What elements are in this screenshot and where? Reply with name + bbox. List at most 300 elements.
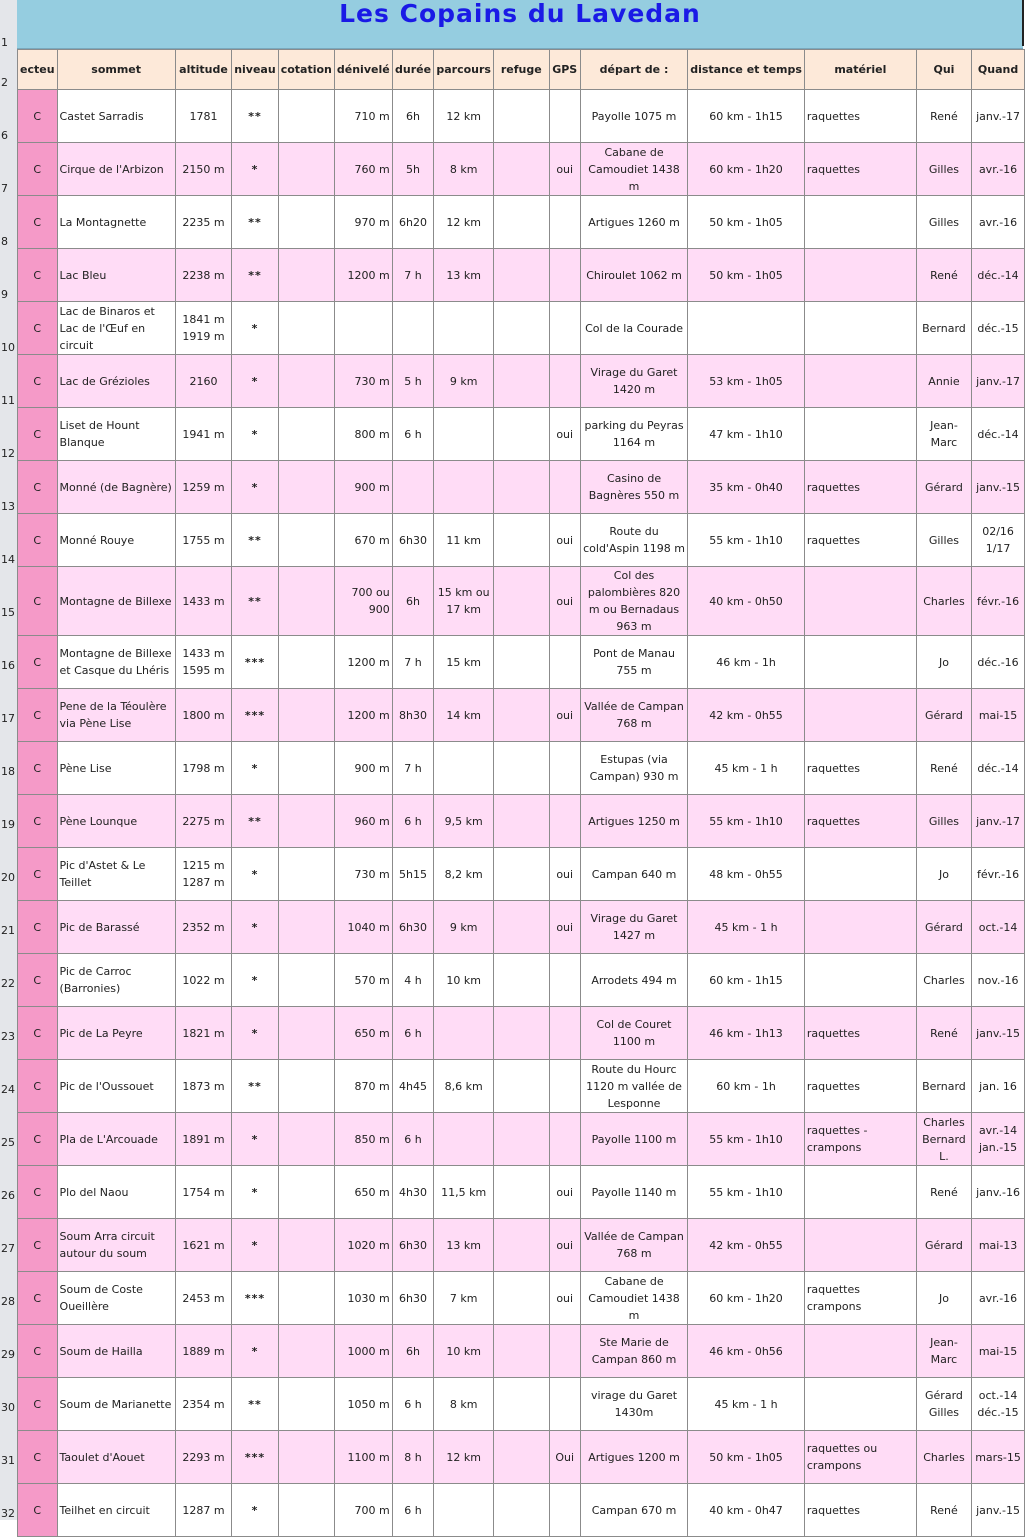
cell-altitude[interactable]: 1800 m: [175, 689, 231, 742]
cell-gps[interactable]: oui: [549, 143, 580, 196]
cell-depart[interactable]: Route du Hourc 1120 m vallée de Lesponne: [580, 1060, 687, 1113]
cell-parcours[interactable]: 8 km: [434, 143, 494, 196]
header-altitude[interactable]: altitude: [175, 50, 231, 90]
cell-quand[interactable]: avr.-14 jan.-15: [972, 1113, 1025, 1166]
cell-gps[interactable]: [549, 461, 580, 514]
cell-gps[interactable]: Oui: [549, 1431, 580, 1484]
cell-secteur[interactable]: C: [18, 901, 58, 954]
row-number[interactable]: 10: [1, 341, 15, 354]
cell-cotation[interactable]: [278, 1219, 334, 1272]
cell-secteur[interactable]: C: [18, 1325, 58, 1378]
cell-parcours[interactable]: 11 km: [434, 514, 494, 567]
cell-qui[interactable]: Charles Bernard L.: [916, 1113, 971, 1166]
cell-distance[interactable]: 40 km - 0h50: [688, 567, 805, 636]
cell-parcours[interactable]: [434, 1113, 494, 1166]
row-number[interactable]: 20: [1, 871, 15, 884]
cell-cotation[interactable]: [278, 1325, 334, 1378]
cell-depart[interactable]: Artigues 1260 m: [580, 196, 687, 249]
cell-depart[interactable]: parking du Peyras 1164 m: [580, 408, 687, 461]
cell-distance[interactable]: 46 km - 1h: [688, 636, 805, 689]
cell-refuge[interactable]: [493, 689, 549, 742]
cell-sommet[interactable]: Pic de Barassé: [57, 901, 175, 954]
cell-distance[interactable]: 55 km - 1h10: [688, 514, 805, 567]
cell-denivele[interactable]: 900 m: [334, 742, 392, 795]
cell-denivele[interactable]: 1020 m: [334, 1219, 392, 1272]
cell-cotation[interactable]: [278, 954, 334, 1007]
cell-sommet[interactable]: Pla de L'Arcouade: [57, 1113, 175, 1166]
cell-qui[interactable]: Gérard Gilles: [916, 1378, 971, 1431]
cell-depart[interactable]: Campan 670 m: [580, 1484, 687, 1537]
cell-gps[interactable]: [549, 249, 580, 302]
cell-refuge[interactable]: [493, 1113, 549, 1166]
cell-gps[interactable]: oui: [549, 567, 580, 636]
cell-niveau[interactable]: **: [232, 196, 279, 249]
cell-parcours[interactable]: 12 km: [434, 1431, 494, 1484]
cell-distance[interactable]: [688, 302, 805, 355]
cell-materiel[interactable]: raquettes: [804, 514, 916, 567]
cell-sommet[interactable]: Taoulet d'Aouet: [57, 1431, 175, 1484]
cell-parcours[interactable]: 15 km ou 17 km: [434, 567, 494, 636]
cell-niveau[interactable]: *: [232, 742, 279, 795]
cell-quand[interactable]: oct.-14 déc.-15: [972, 1378, 1025, 1431]
row-number[interactable]: 7: [1, 182, 8, 195]
cell-refuge[interactable]: [493, 1219, 549, 1272]
cell-denivele[interactable]: 700 m: [334, 1484, 392, 1537]
cell-materiel[interactable]: raquettes - crampons: [804, 1113, 916, 1166]
cell-cotation[interactable]: [278, 1378, 334, 1431]
cell-gps[interactable]: [549, 302, 580, 355]
cell-secteur[interactable]: C: [18, 514, 58, 567]
cell-niveau[interactable]: *: [232, 1325, 279, 1378]
cell-materiel[interactable]: [804, 408, 916, 461]
cell-refuge[interactable]: [493, 302, 549, 355]
cell-depart[interactable]: Route du cold'Aspin 1198 m: [580, 514, 687, 567]
header-niveau[interactable]: niveau: [232, 50, 279, 90]
cell-refuge[interactable]: [493, 408, 549, 461]
cell-denivele[interactable]: 570 m: [334, 954, 392, 1007]
cell-duree[interactable]: [392, 461, 434, 514]
cell-niveau[interactable]: ***: [232, 689, 279, 742]
cell-denivele[interactable]: 730 m: [334, 355, 392, 408]
cell-quand[interactable]: nov.-16: [972, 954, 1025, 1007]
cell-distance[interactable]: 60 km - 1h20: [688, 1272, 805, 1325]
cell-distance[interactable]: 46 km - 1h13: [688, 1007, 805, 1060]
cell-cotation[interactable]: [278, 901, 334, 954]
row-number[interactable]: 28: [1, 1295, 15, 1308]
cell-duree[interactable]: 8 h: [392, 1431, 434, 1484]
cell-refuge[interactable]: [493, 1378, 549, 1431]
cell-materiel[interactable]: raquettes ou crampons: [804, 1431, 916, 1484]
cell-cotation[interactable]: [278, 461, 334, 514]
cell-niveau[interactable]: *: [232, 355, 279, 408]
cell-sommet[interactable]: Plo del Naou: [57, 1166, 175, 1219]
cell-qui[interactable]: Charles: [916, 954, 971, 1007]
cell-depart[interactable]: Pont de Manau 755 m: [580, 636, 687, 689]
cell-altitude[interactable]: 1754 m: [175, 1166, 231, 1219]
cell-depart[interactable]: Casino de Bagnères 550 m: [580, 461, 687, 514]
cell-gps[interactable]: [549, 636, 580, 689]
cell-altitude[interactable]: 2160: [175, 355, 231, 408]
cell-quand[interactable]: janv.-17: [972, 90, 1025, 143]
cell-depart[interactable]: Virage du Garet 1427 m: [580, 901, 687, 954]
row-number[interactable]: 21: [1, 924, 15, 937]
row-number[interactable]: 16: [1, 659, 15, 672]
cell-altitude[interactable]: 2453 m: [175, 1272, 231, 1325]
cell-secteur[interactable]: C: [18, 954, 58, 1007]
cell-duree[interactable]: 6 h: [392, 795, 434, 848]
cell-qui[interactable]: Charles: [916, 567, 971, 636]
cell-refuge[interactable]: [493, 143, 549, 196]
cell-denivele[interactable]: 870 m: [334, 1060, 392, 1113]
cell-duree[interactable]: 6 h: [392, 1378, 434, 1431]
cell-gps[interactable]: [549, 954, 580, 1007]
cell-niveau[interactable]: ***: [232, 1272, 279, 1325]
cell-sommet[interactable]: Lac Bleu: [57, 249, 175, 302]
cell-sommet[interactable]: Lac de Binaros et Lac de l'Œuf en circuit: [57, 302, 175, 355]
cell-parcours[interactable]: 12 km: [434, 196, 494, 249]
cell-secteur[interactable]: C: [18, 636, 58, 689]
row-number[interactable]: 24: [1, 1083, 15, 1096]
cell-sommet[interactable]: Soum Arra circuit autour du soum: [57, 1219, 175, 1272]
cell-niveau[interactable]: *: [232, 954, 279, 1007]
cell-denivele[interactable]: 960 m: [334, 795, 392, 848]
cell-materiel[interactable]: raquettes: [804, 795, 916, 848]
header-denivele[interactable]: dénivelé: [334, 50, 392, 90]
cell-cotation[interactable]: [278, 1060, 334, 1113]
cell-qui[interactable]: Gilles: [916, 514, 971, 567]
cell-niveau[interactable]: **: [232, 1378, 279, 1431]
cell-parcours[interactable]: [434, 461, 494, 514]
cell-secteur[interactable]: C: [18, 249, 58, 302]
cell-parcours[interactable]: 9 km: [434, 901, 494, 954]
cell-refuge[interactable]: [493, 90, 549, 143]
cell-distance[interactable]: 50 km - 1h05: [688, 1431, 805, 1484]
cell-distance[interactable]: 35 km - 0h40: [688, 461, 805, 514]
cell-gps[interactable]: oui: [549, 1166, 580, 1219]
cell-altitude[interactable]: 2238 m: [175, 249, 231, 302]
cell-refuge[interactable]: [493, 1272, 549, 1325]
cell-secteur[interactable]: C: [18, 1272, 58, 1325]
cell-qui[interactable]: Gérard: [916, 901, 971, 954]
cell-sommet[interactable]: Montagne de Billexe et Casque du Lhéris: [57, 636, 175, 689]
cell-niveau[interactable]: *: [232, 1166, 279, 1219]
cell-niveau[interactable]: *: [232, 461, 279, 514]
row-number[interactable]: 23: [1, 1030, 15, 1043]
cell-niveau[interactable]: **: [232, 514, 279, 567]
cell-parcours[interactable]: [434, 1484, 494, 1537]
cell-depart[interactable]: Col des palombières 820 m ou Bernadaus 963 m: [580, 567, 687, 636]
cell-duree[interactable]: 6 h: [392, 1484, 434, 1537]
cell-qui[interactable]: Charles: [916, 1431, 971, 1484]
cell-parcours[interactable]: 10 km: [434, 1325, 494, 1378]
header-parcours[interactable]: parcours: [434, 50, 494, 90]
cell-distance[interactable]: 55 km - 1h10: [688, 795, 805, 848]
cell-denivele[interactable]: 1050 m: [334, 1378, 392, 1431]
cell-qui[interactable]: Gilles: [916, 795, 971, 848]
cell-niveau[interactable]: **: [232, 567, 279, 636]
cell-depart[interactable]: Vallée de Campan 768 m: [580, 689, 687, 742]
cell-materiel[interactable]: raquettes: [804, 742, 916, 795]
cell-qui[interactable]: René: [916, 1484, 971, 1537]
cell-materiel[interactable]: [804, 1219, 916, 1272]
cell-secteur[interactable]: C: [18, 1219, 58, 1272]
cell-depart[interactable]: Estupas (via Campan) 930 m: [580, 742, 687, 795]
cell-secteur[interactable]: C: [18, 1007, 58, 1060]
cell-sommet[interactable]: Castet Sarradis: [57, 90, 175, 143]
cell-denivele[interactable]: 700 ou 900: [334, 567, 392, 636]
cell-distance[interactable]: 45 km - 1 h: [688, 901, 805, 954]
cell-gps[interactable]: [549, 1113, 580, 1166]
cell-parcours[interactable]: 14 km: [434, 689, 494, 742]
cell-duree[interactable]: 4h45: [392, 1060, 434, 1113]
cell-secteur[interactable]: C: [18, 1484, 58, 1537]
row-number[interactable]: 18: [1, 765, 15, 778]
cell-niveau[interactable]: *: [232, 1113, 279, 1166]
cell-altitude[interactable]: 1821 m: [175, 1007, 231, 1060]
row-number[interactable]: 6: [1, 129, 8, 142]
row-number[interactable]: 14: [1, 553, 15, 566]
cell-quand[interactable]: déc.-16: [972, 636, 1025, 689]
cell-duree[interactable]: 6h: [392, 90, 434, 143]
cell-altitude[interactable]: 1259 m: [175, 461, 231, 514]
cell-quand[interactable]: déc.-14: [972, 249, 1025, 302]
cell-niveau[interactable]: *: [232, 302, 279, 355]
cell-gps[interactable]: [549, 742, 580, 795]
cell-denivele[interactable]: 1030 m: [334, 1272, 392, 1325]
cell-secteur[interactable]: C: [18, 461, 58, 514]
cell-distance[interactable]: 45 km - 1 h: [688, 1378, 805, 1431]
cell-materiel[interactable]: raquettes: [804, 143, 916, 196]
cell-materiel[interactable]: [804, 848, 916, 901]
header-cotation[interactable]: cotation: [278, 50, 334, 90]
cell-cotation[interactable]: [278, 636, 334, 689]
cell-depart[interactable]: Payolle 1140 m: [580, 1166, 687, 1219]
cell-materiel[interactable]: raquettes: [804, 1484, 916, 1537]
cell-quand[interactable]: janv.-15: [972, 1007, 1025, 1060]
cell-depart[interactable]: Ste Marie de Campan 860 m: [580, 1325, 687, 1378]
cell-quand[interactable]: mai-15: [972, 1325, 1025, 1378]
cell-refuge[interactable]: [493, 1060, 549, 1113]
cell-cotation[interactable]: [278, 1007, 334, 1060]
cell-materiel[interactable]: [804, 249, 916, 302]
cell-qui[interactable]: René: [916, 1166, 971, 1219]
cell-materiel[interactable]: [804, 567, 916, 636]
header-sommet[interactable]: sommet: [57, 50, 175, 90]
cell-niveau[interactable]: **: [232, 1060, 279, 1113]
cell-parcours[interactable]: [434, 1007, 494, 1060]
row-number[interactable]: 8: [1, 235, 8, 248]
cell-distance[interactable]: 55 km - 1h10: [688, 1166, 805, 1219]
cell-sommet[interactable]: Lac de Grézioles: [57, 355, 175, 408]
cell-cotation[interactable]: [278, 355, 334, 408]
row-number[interactable]: 11: [1, 394, 15, 407]
cell-denivele[interactable]: 650 m: [334, 1007, 392, 1060]
cell-materiel[interactable]: [804, 901, 916, 954]
cell-distance[interactable]: 50 km - 1h05: [688, 249, 805, 302]
cell-duree[interactable]: 6h: [392, 567, 434, 636]
cell-materiel[interactable]: [804, 954, 916, 1007]
cell-altitude[interactable]: 1433 m: [175, 567, 231, 636]
cell-altitude[interactable]: 1798 m: [175, 742, 231, 795]
cell-duree[interactable]: [392, 302, 434, 355]
cell-sommet[interactable]: Soum de Hailla: [57, 1325, 175, 1378]
cell-sommet[interactable]: Pic d'Astet & Le Teillet: [57, 848, 175, 901]
cell-altitude[interactable]: 1287 m: [175, 1484, 231, 1537]
cell-materiel[interactable]: [804, 355, 916, 408]
row-number[interactable]: 17: [1, 712, 15, 725]
cell-duree[interactable]: 6 h: [392, 1007, 434, 1060]
cell-sommet[interactable]: Pic de La Peyre: [57, 1007, 175, 1060]
cell-parcours[interactable]: [434, 742, 494, 795]
cell-qui[interactable]: René: [916, 90, 971, 143]
cell-gps[interactable]: oui: [549, 514, 580, 567]
cell-refuge[interactable]: [493, 636, 549, 689]
cell-refuge[interactable]: [493, 1007, 549, 1060]
cell-qui[interactable]: Annie: [916, 355, 971, 408]
cell-cotation[interactable]: [278, 408, 334, 461]
cell-niveau[interactable]: ***: [232, 636, 279, 689]
cell-duree[interactable]: 6 h: [392, 1113, 434, 1166]
cell-duree[interactable]: 4h30: [392, 1166, 434, 1219]
cell-cotation[interactable]: [278, 795, 334, 848]
cell-gps[interactable]: [549, 1060, 580, 1113]
row-number[interactable]: 1: [1, 36, 8, 49]
cell-secteur[interactable]: C: [18, 355, 58, 408]
cell-cotation[interactable]: [278, 196, 334, 249]
header-distance[interactable]: distance et temps: [688, 50, 805, 90]
cell-quand[interactable]: avr.-16: [972, 1272, 1025, 1325]
cell-sommet[interactable]: Pic de Carroc (Barronies): [57, 954, 175, 1007]
cell-quand[interactable]: févr.-16: [972, 848, 1025, 901]
cell-qui[interactable]: Jo: [916, 848, 971, 901]
cell-niveau[interactable]: *: [232, 901, 279, 954]
cell-parcours[interactable]: 8 km: [434, 1378, 494, 1431]
cell-depart[interactable]: Cabane de Camoudiet 1438 m: [580, 143, 687, 196]
cell-depart[interactable]: Artigues 1250 m: [580, 795, 687, 848]
cell-materiel[interactable]: raquettes: [804, 461, 916, 514]
cell-duree[interactable]: 5 h: [392, 355, 434, 408]
cell-refuge[interactable]: [493, 249, 549, 302]
cell-sommet[interactable]: Cirque de l'Arbizon: [57, 143, 175, 196]
cell-sommet[interactable]: Soum de Coste Oueillère: [57, 1272, 175, 1325]
cell-denivele[interactable]: 710 m: [334, 90, 392, 143]
cell-refuge[interactable]: [493, 742, 549, 795]
cell-depart[interactable]: Virage du Garet 1420 m: [580, 355, 687, 408]
cell-duree[interactable]: 7 h: [392, 742, 434, 795]
cell-secteur[interactable]: C: [18, 196, 58, 249]
cell-gps[interactable]: [549, 1007, 580, 1060]
cell-qui[interactable]: Gérard: [916, 461, 971, 514]
cell-cotation[interactable]: [278, 689, 334, 742]
cell-quand[interactable]: janv.-15: [972, 461, 1025, 514]
cell-niveau[interactable]: **: [232, 795, 279, 848]
cell-gps[interactable]: [549, 1484, 580, 1537]
row-number[interactable]: 9: [1, 288, 8, 301]
cell-depart[interactable]: Artigues 1200 m: [580, 1431, 687, 1484]
cell-sommet[interactable]: Pène Lise: [57, 742, 175, 795]
cell-parcours[interactable]: 9 km: [434, 355, 494, 408]
cell-denivele[interactable]: 670 m: [334, 514, 392, 567]
cell-niveau[interactable]: *: [232, 1484, 279, 1537]
cell-depart[interactable]: Cabane de Camoudiet 1438 m: [580, 1272, 687, 1325]
cell-qui[interactable]: Gilles: [916, 196, 971, 249]
cell-cotation[interactable]: [278, 1166, 334, 1219]
cell-cotation[interactable]: [278, 1272, 334, 1325]
cell-materiel[interactable]: raquettes: [804, 1007, 916, 1060]
cell-depart[interactable]: Vallée de Campan 768 m: [580, 1219, 687, 1272]
cell-sommet[interactable]: Montagne de Billexe: [57, 567, 175, 636]
cell-denivele[interactable]: 900 m: [334, 461, 392, 514]
cell-secteur[interactable]: C: [18, 408, 58, 461]
cell-distance[interactable]: 48 km - 0h55: [688, 848, 805, 901]
cell-quand[interactable]: mai-13: [972, 1219, 1025, 1272]
cell-altitude[interactable]: 1873 m: [175, 1060, 231, 1113]
header-refuge[interactable]: refuge: [493, 50, 549, 90]
cell-depart[interactable]: Payolle 1100 m: [580, 1113, 687, 1166]
cell-sommet[interactable]: Pic de l'Oussouet: [57, 1060, 175, 1113]
row-number[interactable]: 2: [1, 76, 8, 89]
cell-quand[interactable]: oct.-14: [972, 901, 1025, 954]
row-number[interactable]: 15: [1, 606, 15, 619]
cell-distance[interactable]: 46 km - 0h56: [688, 1325, 805, 1378]
cell-secteur[interactable]: C: [18, 567, 58, 636]
cell-qui[interactable]: Bernard: [916, 302, 971, 355]
cell-refuge[interactable]: [493, 795, 549, 848]
cell-qui[interactable]: Gérard: [916, 689, 971, 742]
cell-duree[interactable]: 6h30: [392, 514, 434, 567]
cell-altitude[interactable]: 1891 m: [175, 1113, 231, 1166]
cell-distance[interactable]: 55 km - 1h10: [688, 1113, 805, 1166]
cell-denivele[interactable]: 1200 m: [334, 636, 392, 689]
cell-quand[interactable]: mai-15: [972, 689, 1025, 742]
cell-altitude[interactable]: 2352 m: [175, 901, 231, 954]
cell-distance[interactable]: 60 km - 1h15: [688, 954, 805, 1007]
cell-quand[interactable]: 02/16 1/17: [972, 514, 1025, 567]
cell-materiel[interactable]: [804, 636, 916, 689]
cell-refuge[interactable]: [493, 1325, 549, 1378]
cell-depart[interactable]: Arrodets 494 m: [580, 954, 687, 1007]
cell-altitude[interactable]: 2275 m: [175, 795, 231, 848]
cell-refuge[interactable]: [493, 514, 549, 567]
cell-denivele[interactable]: 970 m: [334, 196, 392, 249]
cell-duree[interactable]: 6h20: [392, 196, 434, 249]
cell-distance[interactable]: 42 km - 0h55: [688, 1219, 805, 1272]
cell-distance[interactable]: 53 km - 1h05: [688, 355, 805, 408]
cell-gps[interactable]: [549, 1378, 580, 1431]
cell-niveau[interactable]: ***: [232, 1431, 279, 1484]
cell-cotation[interactable]: [278, 249, 334, 302]
cell-denivele[interactable]: 760 m: [334, 143, 392, 196]
header-gps[interactable]: GPS: [549, 50, 580, 90]
header-secteur[interactable]: ecteu: [18, 50, 58, 90]
cell-parcours[interactable]: 11,5 km: [434, 1166, 494, 1219]
cell-quand[interactable]: janv.-16: [972, 1166, 1025, 1219]
cell-qui[interactable]: Gérard: [916, 1219, 971, 1272]
cell-duree[interactable]: 5h: [392, 143, 434, 196]
cell-distance[interactable]: 47 km - 1h10: [688, 408, 805, 461]
header-duree[interactable]: durée: [392, 50, 434, 90]
cell-parcours[interactable]: 9,5 km: [434, 795, 494, 848]
cell-quand[interactable]: janv.-15: [972, 1484, 1025, 1537]
cell-qui[interactable]: Jo: [916, 1272, 971, 1325]
cell-secteur[interactable]: C: [18, 795, 58, 848]
cell-gps[interactable]: [549, 90, 580, 143]
cell-denivele[interactable]: 1040 m: [334, 901, 392, 954]
cell-refuge[interactable]: [493, 1484, 549, 1537]
cell-gps[interactable]: [549, 1325, 580, 1378]
row-number[interactable]: 30: [1, 1401, 15, 1414]
cell-materiel[interactable]: [804, 1166, 916, 1219]
